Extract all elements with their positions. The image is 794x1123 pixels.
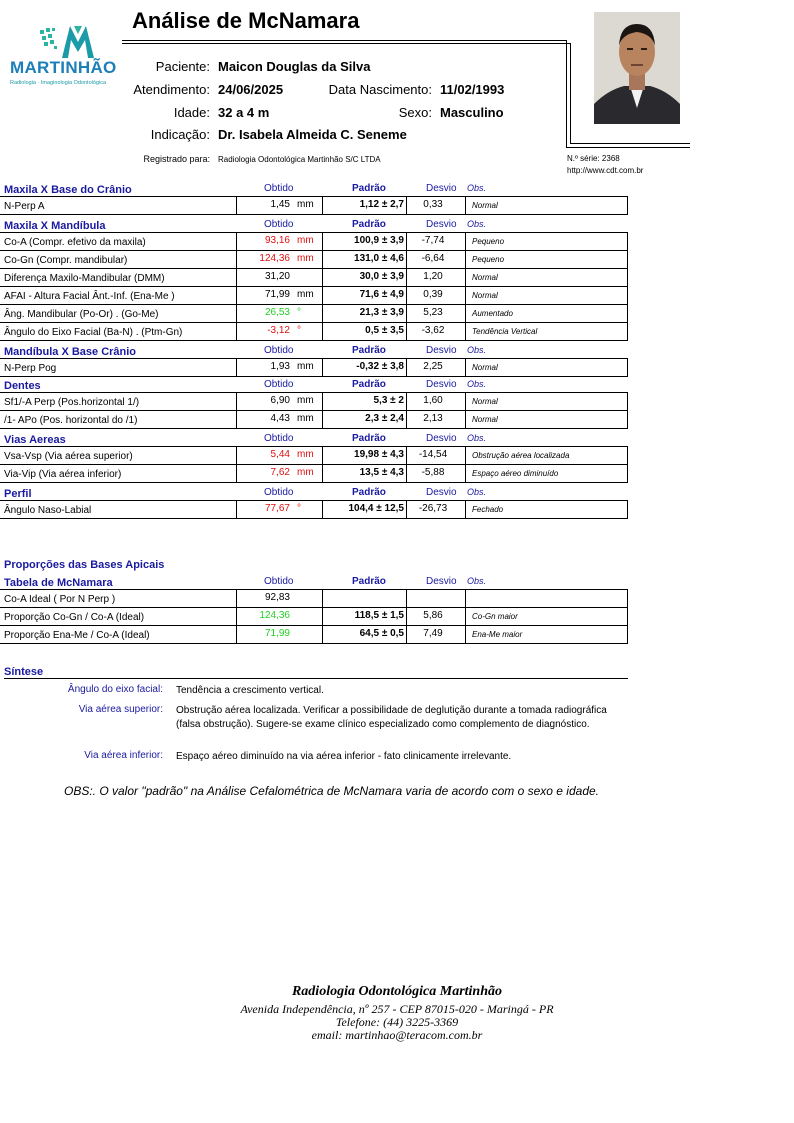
grid-line bbox=[0, 589, 627, 590]
row-deviation: -3,62 bbox=[421, 325, 445, 336]
sex-label: Sexo: bbox=[398, 105, 432, 120]
row-label: AFAI - Altura Facial Ânt.-Inf. (Ena-Me ) bbox=[4, 291, 175, 302]
grid-line bbox=[236, 500, 237, 519]
grid-line bbox=[322, 196, 323, 215]
row-deviation: 5,86 bbox=[423, 610, 443, 621]
grid-line bbox=[322, 446, 323, 483]
row-obtained-value: 26,53 bbox=[264, 307, 290, 318]
section-title: Dentes bbox=[4, 380, 41, 392]
logo-tagline: Radiologia · Imaginologia Odontológica bbox=[10, 80, 107, 86]
column-padrao: Padrão bbox=[352, 487, 386, 498]
grid-line bbox=[322, 589, 323, 644]
grid-line bbox=[0, 250, 627, 251]
row-unit: mm bbox=[297, 253, 314, 264]
section-title: Perfil bbox=[4, 488, 32, 500]
grid-line bbox=[0, 232, 627, 233]
column-padrao: Padrão bbox=[352, 433, 386, 444]
row-observation: Normal bbox=[472, 291, 498, 300]
synthesis-text: Tendência a crescimento vertical. bbox=[176, 685, 324, 696]
row-observation: Normal bbox=[472, 415, 498, 424]
section-title: Vias Aereas bbox=[4, 434, 66, 446]
row-label: Ângulo Naso-Labial bbox=[4, 505, 92, 516]
synthesis-text: Espaço aéreo diminuído na via aérea inferior - fato clinicamente irrelevante. bbox=[176, 751, 512, 762]
row-unit: mm bbox=[297, 361, 314, 372]
row-unit: ° bbox=[297, 307, 301, 318]
row-unit: mm bbox=[297, 413, 314, 424]
grid-line bbox=[322, 358, 323, 377]
patient-photo bbox=[594, 12, 680, 124]
row-observation: Normal bbox=[472, 201, 498, 210]
column-desvio: Desvio bbox=[426, 433, 457, 444]
column-obs: Obs. bbox=[467, 576, 487, 586]
column-obs: Obs. bbox=[467, 433, 487, 443]
row-standard: 100,9 ± 3,9 bbox=[354, 235, 404, 246]
column-desvio: Desvio bbox=[426, 345, 457, 356]
row-standard: 2,3 ± 2,4 bbox=[365, 413, 404, 424]
row-deviation: 7,49 bbox=[423, 628, 443, 639]
row-deviation: 5,23 bbox=[423, 307, 443, 318]
column-desvio: Desvio bbox=[426, 379, 457, 390]
grid-line bbox=[627, 196, 628, 215]
grid-line bbox=[465, 392, 466, 429]
grid-line bbox=[0, 268, 627, 269]
row-obtained-value: 31,20 bbox=[264, 271, 290, 282]
synthesis-text: Obstrução aérea localizada. Verificar a possibilidade de deglutição durante a tomada radiográfica (falsa obstrução). Sugere-se exame clínico especializado como complemento de diagnóstico. bbox=[176, 705, 607, 730]
grid-line bbox=[0, 358, 627, 359]
column-padrao: Padrão bbox=[352, 345, 386, 356]
section-title: Mandíbula X Base Crânio bbox=[4, 346, 137, 358]
row-standard: 19,98 ± 4,3 bbox=[354, 449, 404, 460]
grid-line bbox=[406, 589, 407, 644]
row-observation: Normal bbox=[472, 363, 498, 372]
column-obs: Obs. bbox=[467, 183, 487, 193]
row-label: N-Perp A bbox=[4, 201, 45, 212]
indication-doctor: Dr. Isabela Almeida C. Seneme bbox=[218, 127, 407, 142]
row-unit: ° bbox=[297, 503, 301, 514]
column-desvio: Desvio bbox=[426, 487, 457, 498]
row-label: Sf1/-A Perp (Pos.horizontal 1/) bbox=[4, 397, 140, 408]
grid-line bbox=[465, 232, 466, 341]
column-desvio: Desvio bbox=[426, 183, 457, 194]
section-title: Maxila X Base do Crânio bbox=[4, 184, 132, 196]
row-deviation: 1,60 bbox=[423, 395, 443, 406]
row-obtained-value: -3,12 bbox=[267, 325, 290, 336]
row-unit: mm bbox=[297, 467, 314, 478]
row-standard: 13,5 ± 4,3 bbox=[359, 467, 404, 478]
indication-label: Indicação: bbox=[150, 127, 210, 142]
synthesis-title: Síntese bbox=[4, 666, 44, 678]
grid-line bbox=[406, 358, 407, 377]
grid-line bbox=[0, 376, 627, 377]
row-obtained-value: 5,44 bbox=[270, 449, 290, 460]
patient-label: Paciente: bbox=[155, 59, 210, 74]
row-unit: mm bbox=[297, 235, 314, 246]
grid-line bbox=[465, 446, 466, 483]
grid-line bbox=[0, 410, 627, 411]
row-obtained-value: 4,43 bbox=[270, 413, 290, 424]
row-deviation: -26,73 bbox=[418, 503, 448, 514]
row-deviation: 1,20 bbox=[423, 271, 443, 282]
row-standard: 30,0 ± 3,9 bbox=[359, 271, 404, 282]
column-desvio: Desvio bbox=[426, 576, 457, 587]
grid-line bbox=[627, 500, 628, 519]
grid-line bbox=[322, 392, 323, 429]
age-label: Idade: bbox=[173, 105, 210, 120]
row-observation: Tendência Vertical bbox=[472, 327, 538, 336]
row-observation: Normal bbox=[472, 273, 498, 282]
grid-line bbox=[406, 392, 407, 429]
row-standard: 21,3 ± 3,9 bbox=[359, 307, 404, 318]
row-deviation: 2,25 bbox=[423, 361, 443, 372]
column-padrao: Padrão bbox=[352, 379, 386, 390]
row-observation: Pequeno bbox=[472, 237, 505, 246]
section-title: Tabela de McNamara bbox=[4, 577, 113, 589]
row-standard: 104,4 ± 12,5 bbox=[348, 503, 404, 514]
row-observation: Pequeno bbox=[472, 255, 505, 264]
grid-line bbox=[0, 340, 627, 341]
row-observation: Fechado bbox=[472, 505, 504, 514]
grid-line bbox=[236, 232, 237, 341]
row-obtained-value: 7,62 bbox=[270, 467, 290, 478]
row-obtained-value: 93,16 bbox=[264, 235, 290, 246]
row-deviation: 0,33 bbox=[423, 199, 443, 210]
row-deviation: 0,39 bbox=[423, 289, 443, 300]
grid-line bbox=[0, 286, 627, 287]
row-unit: ° bbox=[297, 325, 301, 336]
patient-name: Maicon Douglas da Silva bbox=[218, 59, 371, 74]
column-obs: Obs. bbox=[467, 379, 487, 389]
row-obtained-value: 124,36 bbox=[259, 610, 290, 621]
grid-line bbox=[0, 482, 627, 483]
grid-line bbox=[322, 232, 323, 341]
row-obtained-value: 124,36 bbox=[259, 253, 290, 264]
row-label: Diferença Maxilo-Mandibular (DMM) bbox=[4, 273, 165, 284]
column-obtido: Obtido bbox=[264, 433, 294, 444]
row-deviation: -7,74 bbox=[421, 235, 445, 246]
grid-line bbox=[627, 392, 628, 429]
grid-line bbox=[406, 446, 407, 483]
grid-line bbox=[0, 446, 627, 447]
row-label: Proporção Ena-Me / Co-A (Ideal) bbox=[4, 630, 150, 641]
row-observation: Espaço aéreo diminuído bbox=[472, 469, 559, 478]
column-obtido: Obtido bbox=[264, 487, 294, 498]
row-label: Co-A Ideal ( Por N Perp ) bbox=[4, 594, 116, 605]
column-obs: Obs. bbox=[467, 219, 487, 229]
proportions-heading: Proporções das Bases Apicais bbox=[4, 559, 165, 571]
row-obtained-value: 71,99 bbox=[264, 289, 290, 300]
grid-line bbox=[406, 196, 407, 215]
row-label: Via-Vip (Via aérea inferior) bbox=[4, 469, 122, 480]
row-standard: 131,0 ± 4,6 bbox=[354, 253, 404, 264]
row-label: /1- APo (Pos. horizontal do /1) bbox=[4, 415, 138, 426]
grid-line bbox=[236, 446, 237, 483]
synthesis-label: Via aérea inferior: bbox=[84, 750, 163, 761]
row-deviation: 2,13 bbox=[423, 413, 443, 424]
row-label: Proporção Co-Gn / Co-A (Ideal) bbox=[4, 612, 145, 623]
row-standard: 118,5 ± 1,5 bbox=[354, 610, 404, 621]
grid-line bbox=[627, 446, 628, 483]
row-label: Co-Gn (Compr. mandibular) bbox=[4, 255, 128, 266]
row-label: Âng. Mandibular (Po-Or) . (Go-Me) bbox=[4, 309, 159, 320]
grid-line bbox=[0, 214, 627, 215]
row-observation: Aumentado bbox=[472, 309, 513, 318]
footer-email: email: martinhao@teracom.com.br bbox=[311, 1028, 483, 1042]
row-label: Vsa-Vsp (Via aérea superior) bbox=[4, 451, 133, 462]
row-deviation: -5,88 bbox=[421, 467, 445, 478]
grid-line bbox=[236, 358, 237, 377]
patient-sex: Masculino bbox=[440, 105, 504, 120]
footer-clinic-name: Radiologia Odontológica Martinhão bbox=[291, 984, 503, 999]
grid-line bbox=[0, 643, 627, 644]
grid-line bbox=[0, 464, 627, 465]
birth-date: 11/02/1993 bbox=[440, 82, 505, 97]
appointment-date: 24/06/2025 bbox=[218, 82, 284, 97]
logo-name: MARTINHÃO bbox=[10, 58, 117, 77]
row-observation: Normal bbox=[472, 397, 498, 406]
grid-line bbox=[627, 232, 628, 341]
row-observation: Obstrução aérea localizada bbox=[472, 451, 570, 460]
row-unit: mm bbox=[297, 449, 314, 460]
standard-note: OBS:. O valor "padrão" na Análise Cefalométrica de McNamara varia de acordo com o sexo e idade. bbox=[64, 784, 600, 798]
row-unit: mm bbox=[297, 199, 314, 210]
grid-line bbox=[236, 196, 237, 215]
grid-line bbox=[465, 500, 466, 519]
grid-line bbox=[0, 304, 627, 305]
column-padrao: Padrão bbox=[352, 183, 386, 194]
row-deviation: -14,54 bbox=[418, 449, 448, 460]
row-standard: 0,5 ± 3,5 bbox=[365, 325, 404, 336]
row-standard: 5,3 ± 2 bbox=[373, 395, 404, 406]
grid-line bbox=[0, 625, 627, 626]
grid-line bbox=[0, 322, 627, 323]
footer-address: Avenida Independência, nº 257 - CEP 87015-020 - Maringá - PR bbox=[240, 1002, 554, 1016]
grid-line bbox=[0, 607, 627, 608]
grid-line bbox=[406, 500, 407, 519]
footer-phone: Telefone: (44) 3225-3369 bbox=[335, 1015, 459, 1029]
row-unit: mm bbox=[297, 289, 314, 300]
column-obtido: Obtido bbox=[264, 576, 294, 587]
grid-line bbox=[465, 589, 466, 644]
column-padrao: Padrão bbox=[352, 219, 386, 230]
grid-line bbox=[465, 196, 466, 215]
grid-line bbox=[465, 358, 466, 377]
row-standard: -0,32 ± 3,8 bbox=[356, 361, 404, 372]
logo-mark-icon bbox=[8, 24, 130, 60]
grid-line bbox=[236, 392, 237, 429]
row-obtained-value: 77,67 bbox=[264, 503, 290, 514]
grid-line bbox=[0, 196, 627, 197]
grid-line bbox=[0, 428, 627, 429]
grid-line bbox=[406, 232, 407, 341]
serial-number: N.º série: 2368 bbox=[567, 154, 620, 163]
grid-line bbox=[0, 392, 627, 393]
birth-label: Data Nascimento: bbox=[328, 82, 432, 97]
row-observation: Co-Gn maior bbox=[472, 612, 518, 621]
column-obtido: Obtido bbox=[264, 183, 294, 194]
row-unit: mm bbox=[297, 395, 314, 406]
row-obtained-value: 1,45 bbox=[270, 199, 290, 210]
row-label: N-Perp Pog bbox=[4, 363, 57, 374]
column-desvio: Desvio bbox=[426, 219, 457, 230]
column-obtido: Obtido bbox=[264, 219, 294, 230]
row-standard: 64,5 ± 0,5 bbox=[359, 628, 404, 639]
column-padrao: Padrão bbox=[352, 576, 386, 587]
appointment-label: Atendimento: bbox=[133, 82, 210, 97]
row-obtained-value: 71,99 bbox=[264, 628, 290, 639]
registered-value: Radiologia Odontológica Martinhão S/C LTDA bbox=[218, 155, 381, 164]
row-obtained-value: 1,93 bbox=[270, 361, 290, 372]
row-obtained-value: 6,90 bbox=[270, 395, 290, 406]
column-obs: Obs. bbox=[467, 345, 487, 355]
row-deviation: -6,64 bbox=[421, 253, 445, 264]
row-standard: 71,6 ± 4,9 bbox=[359, 289, 404, 300]
website: http://www.cdt.com.br bbox=[567, 166, 644, 175]
row-label: Co-A (Compr. efetivo da maxila) bbox=[4, 237, 146, 248]
grid-line bbox=[322, 500, 323, 519]
grid-line bbox=[627, 589, 628, 644]
row-label: Ângulo do Eixo Facial (Ba-N) . (Ptm-Gn) bbox=[4, 327, 183, 338]
row-obtained-value: 92,83 bbox=[264, 592, 290, 603]
grid-line bbox=[0, 518, 627, 519]
patient-age: 32 a 4 m bbox=[218, 105, 270, 120]
column-obs: Obs. bbox=[467, 487, 487, 497]
synthesis-label: Via aérea superior: bbox=[78, 704, 163, 715]
column-obtido: Obtido bbox=[264, 379, 294, 390]
registered-label: Registrado para: bbox=[143, 154, 210, 164]
grid-line bbox=[627, 358, 628, 377]
page-title: Análise de McNamara bbox=[132, 8, 360, 33]
section-title: Maxila X Mandíbula bbox=[4, 220, 106, 232]
row-standard: 1,12 ± 2,7 bbox=[359, 199, 404, 210]
grid-line bbox=[236, 589, 237, 644]
row-observation: Ena-Me maior bbox=[472, 630, 523, 639]
column-obtido: Obtido bbox=[264, 345, 294, 356]
grid-line bbox=[0, 500, 627, 501]
synthesis-label: Ângulo do eixo facial: bbox=[67, 684, 163, 695]
